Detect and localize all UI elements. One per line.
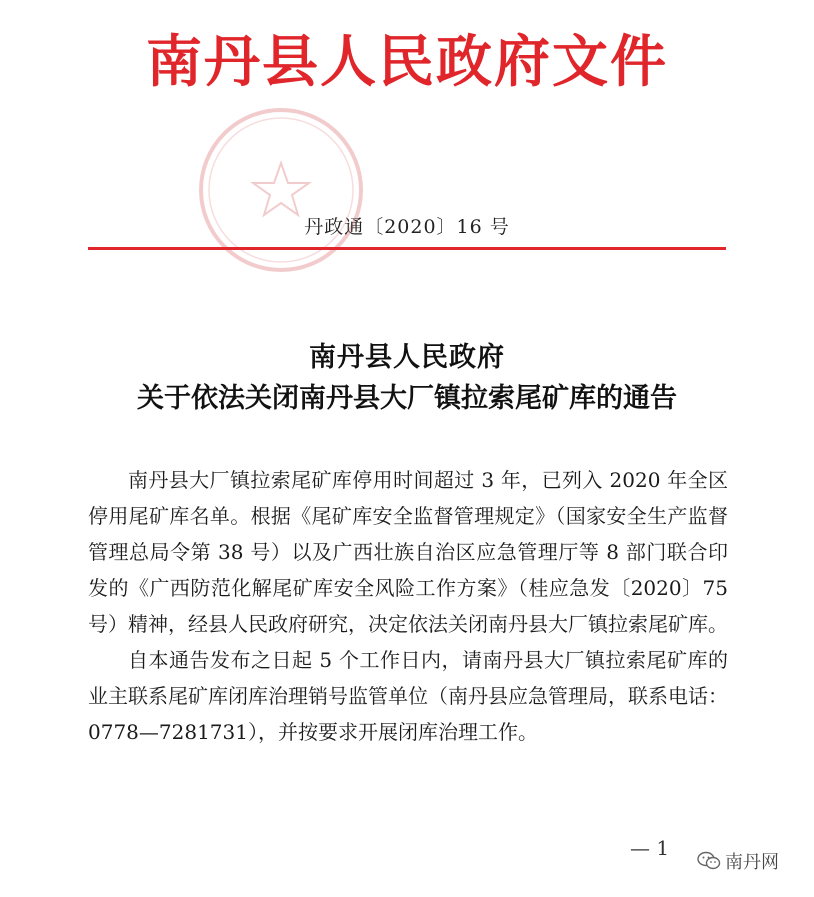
watermark-label: 南丹网 [725, 852, 779, 873]
body-paragraph-1: 南丹县大厂镇拉索尾矿库停用时间超过 3 年，已列入 2020 年全区停用尾矿库名单。根据《尾矿库安全监督管理规定》（国家安全生产监督管理总局令第 38 号）以及广西壮族自治区应急管理厅等 8 部门联合印发的《广西防范化解尾矿库安全风险工作方案》（桂应急发〔2020〕75 号）精神，经县人民政府研究，决定依法关闭南丹县大厂镇拉索尾矿库。 [88, 468, 728, 636]
wechat-icon [697, 851, 721, 871]
source-watermark [697, 848, 779, 874]
document-title [0, 338, 814, 420]
seal-star-icon [253, 163, 309, 215]
title-subject: 关于依法关闭南丹县大厂镇拉索尾矿库的通告 [137, 383, 677, 414]
red-divider [88, 247, 726, 250]
page-number: — 1 [630, 836, 670, 860]
document-body [88, 462, 728, 750]
body-paragraph-2: 自本通告发布之日起 5 个工作日内，请南丹县大厂镇拉索尾矿库的业主联系尾矿库闭库治理销号监管单位（南丹县应急管理局，联系电话：0778—7281731），并按要求开展闭库治理工作。 [88, 648, 728, 744]
document-number: 丹政通〔2020〕16 号 [304, 216, 510, 238]
title-issuer: 南丹县人民政府 [309, 342, 505, 373]
document-header: 南丹县人民政府文件 [146, 30, 668, 95]
